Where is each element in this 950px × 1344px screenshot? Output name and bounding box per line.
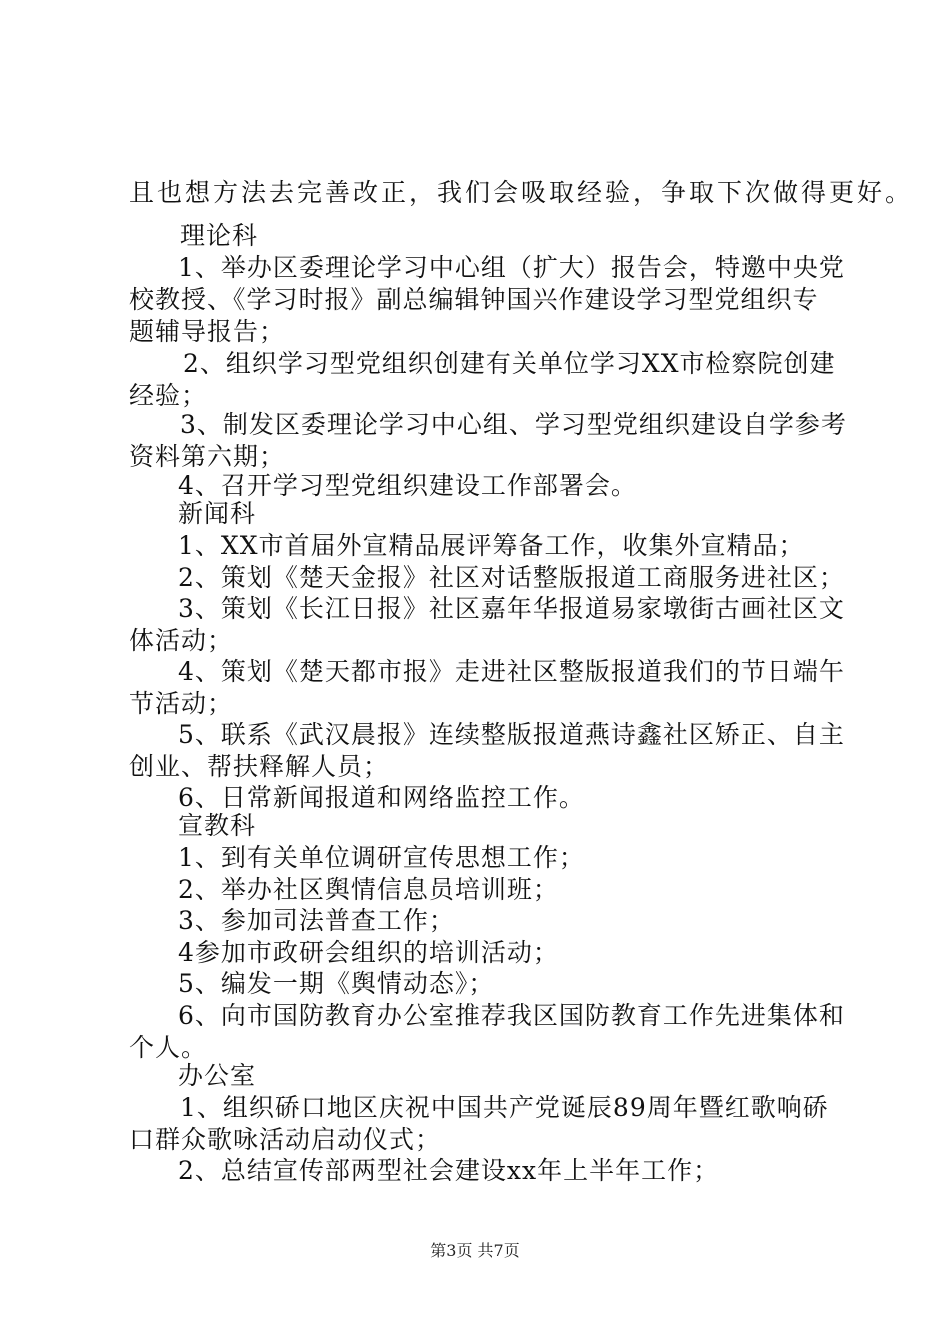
text-line: 口群众歌咏活动启动仪式； xyxy=(129,1125,442,1154)
text-line: 2、总结宣传部两型社会建设xx年上半年工作； xyxy=(178,1156,720,1185)
text-line: 4参加市政研会组织的培训活动； xyxy=(178,938,559,967)
text-line: 6、向市国防教育办公室推荐我区国防教育工作先进集体和 xyxy=(178,1001,845,1030)
text-line: 体活动； xyxy=(129,626,234,655)
text-line: 节活动； xyxy=(129,689,234,718)
text-line: 2、策划《楚天金报》社区对话整版报道工商服务进社区； xyxy=(178,563,845,592)
text-line: 个人。 xyxy=(129,1033,208,1062)
text-line: 校教授、《学习时报》副总编辑钟国兴作建设学习型党组织专 xyxy=(129,285,819,314)
text-line: 5、编发一期《舆情动态》； xyxy=(178,969,495,998)
text-line: 3、参加司法普查工作； xyxy=(178,906,455,935)
text-line: 1、举办区委理论学习中心组（扩大）报告会，特邀中央党 xyxy=(178,253,845,282)
text-line: 3、制发区委理论学习中心组、学习型党组织建设自学参考 xyxy=(180,410,847,439)
text-line: 2、组织学习型党组织创建有关单位学习XX市检察院创建 xyxy=(183,349,836,378)
text-line: 1、XX市首届外宣精品展评筹备工作，收集外宣精品； xyxy=(178,531,805,560)
page-footer: 第3页 共7页 xyxy=(430,1241,520,1260)
intro-line: 且也想方法去完善改正，我们会吸取经验，争取下次做得更好。 xyxy=(129,178,914,207)
text-line: 1、组织硚口地区庆祝中国共产党诞辰89周年暨红歌响硚 xyxy=(180,1093,829,1122)
text-line: 宣教科 xyxy=(178,811,257,840)
text-line: 创业、帮扶释解人员； xyxy=(129,752,390,781)
text-line: 5、联系《武汉晨报》连续整版报道燕诗鑫社区矫正、自主 xyxy=(178,720,845,749)
text-line: 3、策划《长江日报》社区嘉年华报道易家墩街古画社区文 xyxy=(178,594,845,623)
text-line: 理论科 xyxy=(180,221,259,250)
text-line: 1、到有关单位调研宣传思想工作； xyxy=(178,843,585,872)
text-line: 新闻科 xyxy=(178,499,257,528)
text-line: 资料第六期； xyxy=(129,442,286,471)
text-line: 题辅导报告； xyxy=(129,317,286,346)
text-line: 6、日常新闻报道和网络监控工作。 xyxy=(178,783,585,812)
text-line: 办公室 xyxy=(178,1061,257,1090)
text-line: 4、策划《楚天都市报》走进社区整版报道我们的节日端午 xyxy=(178,657,845,686)
text-line: 4、召开学习型党组织建设工作部署会。 xyxy=(178,471,637,500)
text-line: 2、举办社区舆情信息员培训班； xyxy=(178,875,559,904)
text-line: 经验； xyxy=(129,381,208,410)
